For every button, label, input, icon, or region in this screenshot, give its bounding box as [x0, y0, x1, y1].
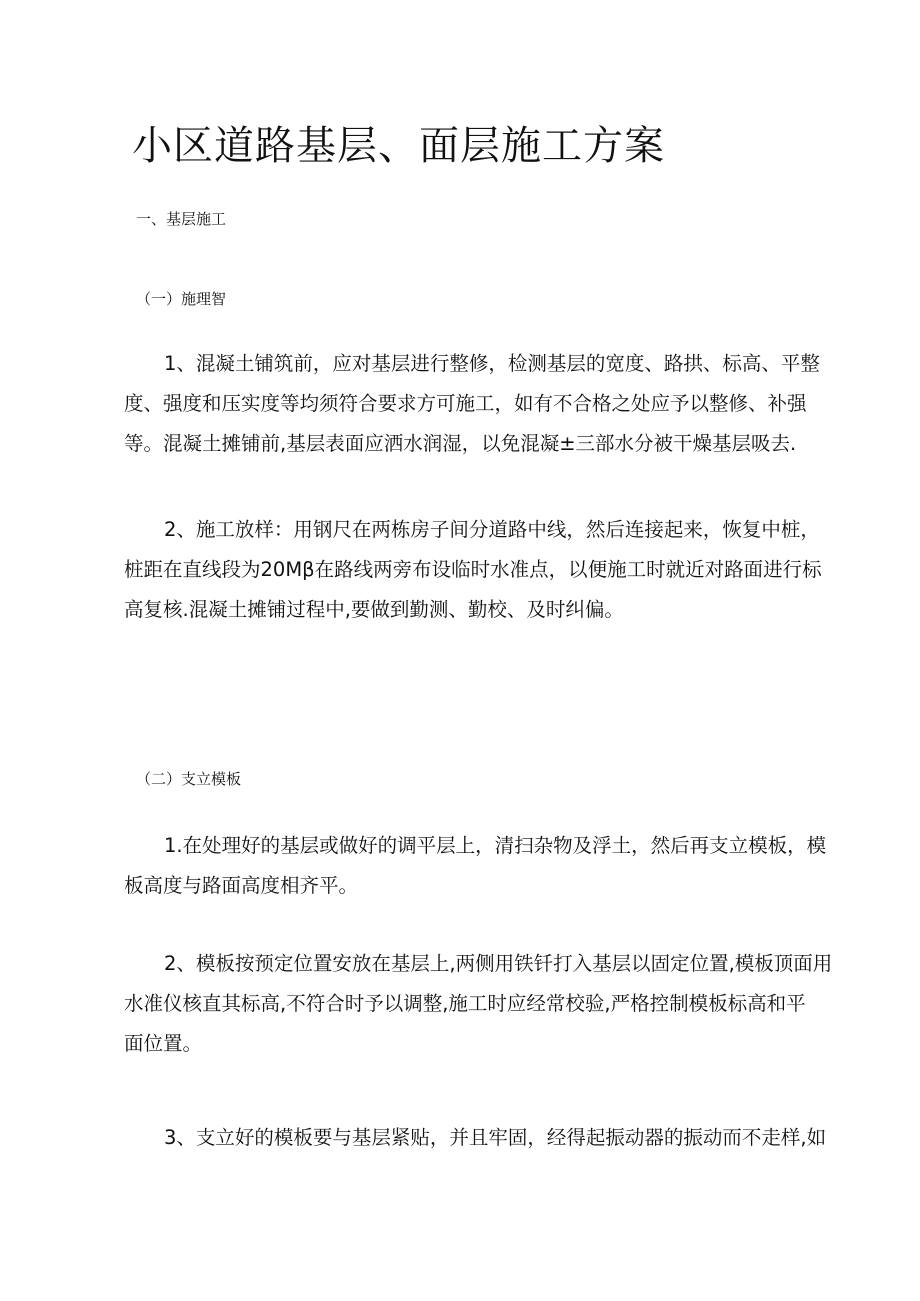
paragraph-line: 1.在处理好的基层或做好的调平层上，清扫杂物及浮土，然后再支立模板，模 [164, 834, 827, 857]
paragraph-formwork-2 [124, 944, 833, 1064]
subsection-heading-2: （二）支立模板 [136, 770, 242, 788]
paragraph-formwork-3 [124, 1118, 827, 1158]
subsection-heading-1: （一）施理智 [136, 290, 227, 308]
paragraph-line: 桩距在直线段为20Mβ在路线两旁布设临时水准点，以便施工时就近对路面进行标 [124, 558, 822, 581]
paragraph-line: 面位置。 [124, 1032, 203, 1055]
paragraph-line: 2、模板按预定位置安放在基层上,两侧用铁钎打入基层以固定位置,模板顶面用 [164, 952, 833, 975]
paragraph-line: 高复核.混凝土摊铺过程中,要做到勤测、勤校、及时纠偏。 [124, 598, 624, 621]
paragraph-formwork-1 [124, 826, 827, 906]
paragraph-setting-out [124, 510, 822, 630]
document-title: 小区道路基层、面层施工方案 [132, 123, 665, 169]
paragraph-base-check [124, 344, 820, 464]
paragraph-line: 1、混凝土铺筑前，应对基层进行整修，检测基层的宽度、路拱、标高、平整 [164, 352, 820, 375]
section-heading-base-construction: 一、基层施工 [136, 210, 227, 228]
paragraph-line: 度、强度和压实度等均须符合要求方可施工，如有不合格之处应予以整修、补强 [124, 392, 807, 415]
paragraph-line: 2、施工放样：用钢尺在两栋房子间分道路中线，然后连接起来，恢复中桩， [164, 518, 820, 541]
paragraph-line: 水准仪核直其标高,不符合时予以调整,施工时应经常校验,严格控制模板标高和平 [124, 992, 806, 1015]
paragraph-line: 等。混凝土摊铺前,基层表面应洒水润湿，以免混凝±三部水分被干燥基层吸去. [124, 432, 797, 455]
paragraph-line: 3、支立好的模板要与基层紧贴，并且牢固，经得起振动器的振动而不走样,如 [164, 1126, 827, 1149]
paragraph-line: 板高度与路面高度相齐平。 [124, 874, 359, 897]
